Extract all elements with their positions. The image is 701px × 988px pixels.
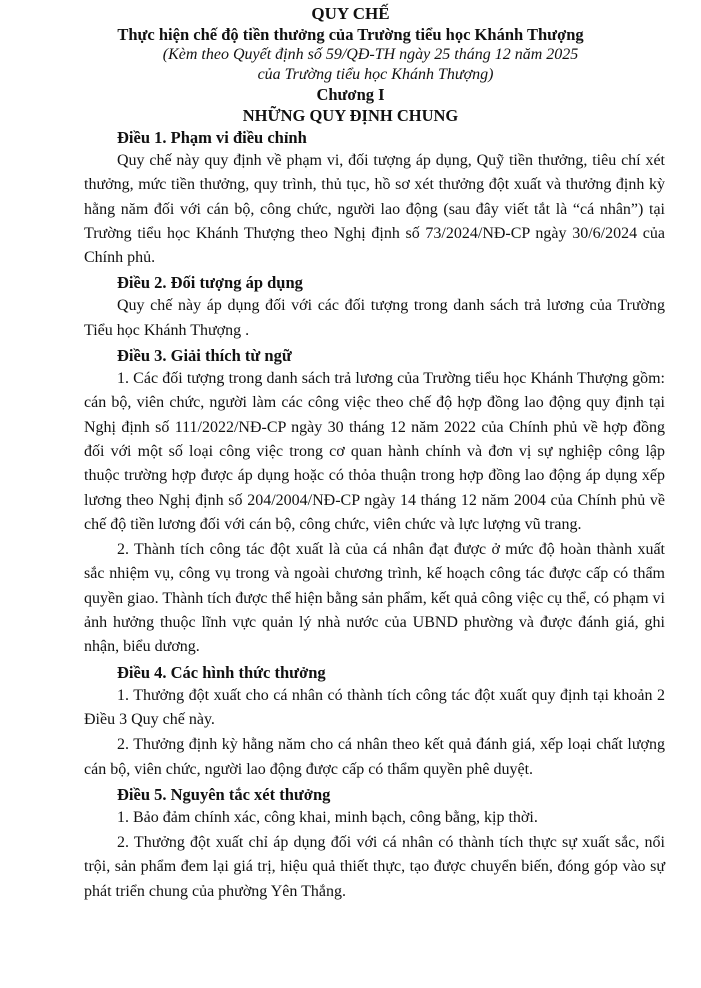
article-5-heading: Điều 5. Nguyên tắc xét thưởng	[117, 784, 331, 804]
article-5-clause-1: 1. Bảo đảm chính xác, công khai, minh bạch, công bằng, kịp thời.	[117, 808, 538, 826]
chapter-number: Chương I	[316, 85, 385, 104]
article-3-clause-2: 2. Thành tích công tác đột xuất là của cá nhân đạt được ở mức độ hoàn thành xuất sắc nhiệm vụ, công vụ trong và ngoài chương trình, kế hoạch công tác được cấp có thẩm quyền giao. Thành tích được thể hiện bằng sản phẩm, kết quả công việc cụ thể, có phạm vi ảnh hưởng thuộc lĩnh vực quản lý nhà nước của UBND phường và được đánh giá, ghi nhận, biểu dương.	[84, 541, 665, 656]
article-4-heading: Điều 4. Các hình thức thưởng	[117, 662, 326, 682]
document-subtitle: Thực hiện chế độ tiền thưởng của Trường tiểu học Khánh Thượng	[117, 25, 584, 44]
article-5-clause-2: 2. Thưởng đột xuất chỉ áp dụng đối với cá nhân có thành tích thực sự xuất sắc, nổi trội, sản phẩm đem lại giá trị, hiệu quả thiết thực, tạo được chuyển biến, đóng góp vào sự phát triển chung của phường Yên Thắng.	[84, 834, 665, 900]
article-1-heading: Điều 1. Phạm vi điều chỉnh	[117, 128, 307, 147]
article-4-clause-1: 1. Thưởng đột xuất cho cá nhân có thành tích công tác đột xuất quy định tại khoản 2 Điều 3 Quy chế này.	[84, 686, 665, 728]
chapter-title: NHỮNG QUY ĐỊNH CHUNG	[242, 106, 459, 125]
article-2-heading: Điều 2. Đối tượng áp dụng	[117, 273, 303, 293]
article-3-clause-1: 1. Các đối tượng trong danh sách trả lương của Trường tiểu học Khánh Thượng gồm: cán bộ, viên chức, người làm các công việc theo chế độ hợp đồng lao động quy định tại Nghị định số 111/2022/NĐ-CP ngày 30 tháng 12 năm 2022 của Chính phủ về hợp đồng đối với một số loại công việc trong cơ quan hành chính và đơn vị sự nghiệp công lập thuộc trường hợp được áp dụng hoặc có thỏa thuận trong hợp đồng lao động áp dụng xếp lương theo Nghị định số 204/2004/NĐ-CP ngày 14 tháng 12 năm 2004 của Chính phủ về chế độ tiền lương đối với cán bộ, công chức, viên chức và lực lượng vũ trang.	[84, 370, 665, 533]
article-3-heading: Điều 3. Giải thích từ ngữ	[117, 346, 292, 366]
decision-reference: (Kèm theo Quyết định số 59/QĐ-TH ngày 25 tháng 12 năm 2025	[162, 46, 579, 63]
document-title: QUY CHẾ	[311, 4, 390, 23]
article-2-paragraph: Quy chế này áp dụng đối với các đối tượng trong danh sách trả lương của Trường Tiểu học Khánh Thượng .	[84, 297, 665, 339]
article-4-clause-2: 2. Thưởng định kỳ hằng năm cho cá nhân theo kết quả đánh giá, xếp loại chất lượng cán bộ, viên chức, người lao động được cấp có thẩm quyền phê duyệt.	[84, 736, 665, 778]
issuer-reference: của Trường tiểu học Khánh Thượng)	[257, 66, 494, 83]
article-1-paragraph: Quy chế này quy định về phạm vi, đối tượng áp dụng, Quỹ tiền thưởng, tiêu chí xét thưởng, mức tiền thưởng, quy trình, thủ tục, hồ sơ xét thưởng đột xuất và thưởng định kỳ hằng năm đối với cán bộ, công chức, người lao động (sau đây viết tắt là “cá nhân”) tại Trường tiểu học Khánh Thượng theo Nghị định số 73/2024/NĐ-CP ngày 30/6/2024 của Chính phủ.	[84, 152, 665, 267]
